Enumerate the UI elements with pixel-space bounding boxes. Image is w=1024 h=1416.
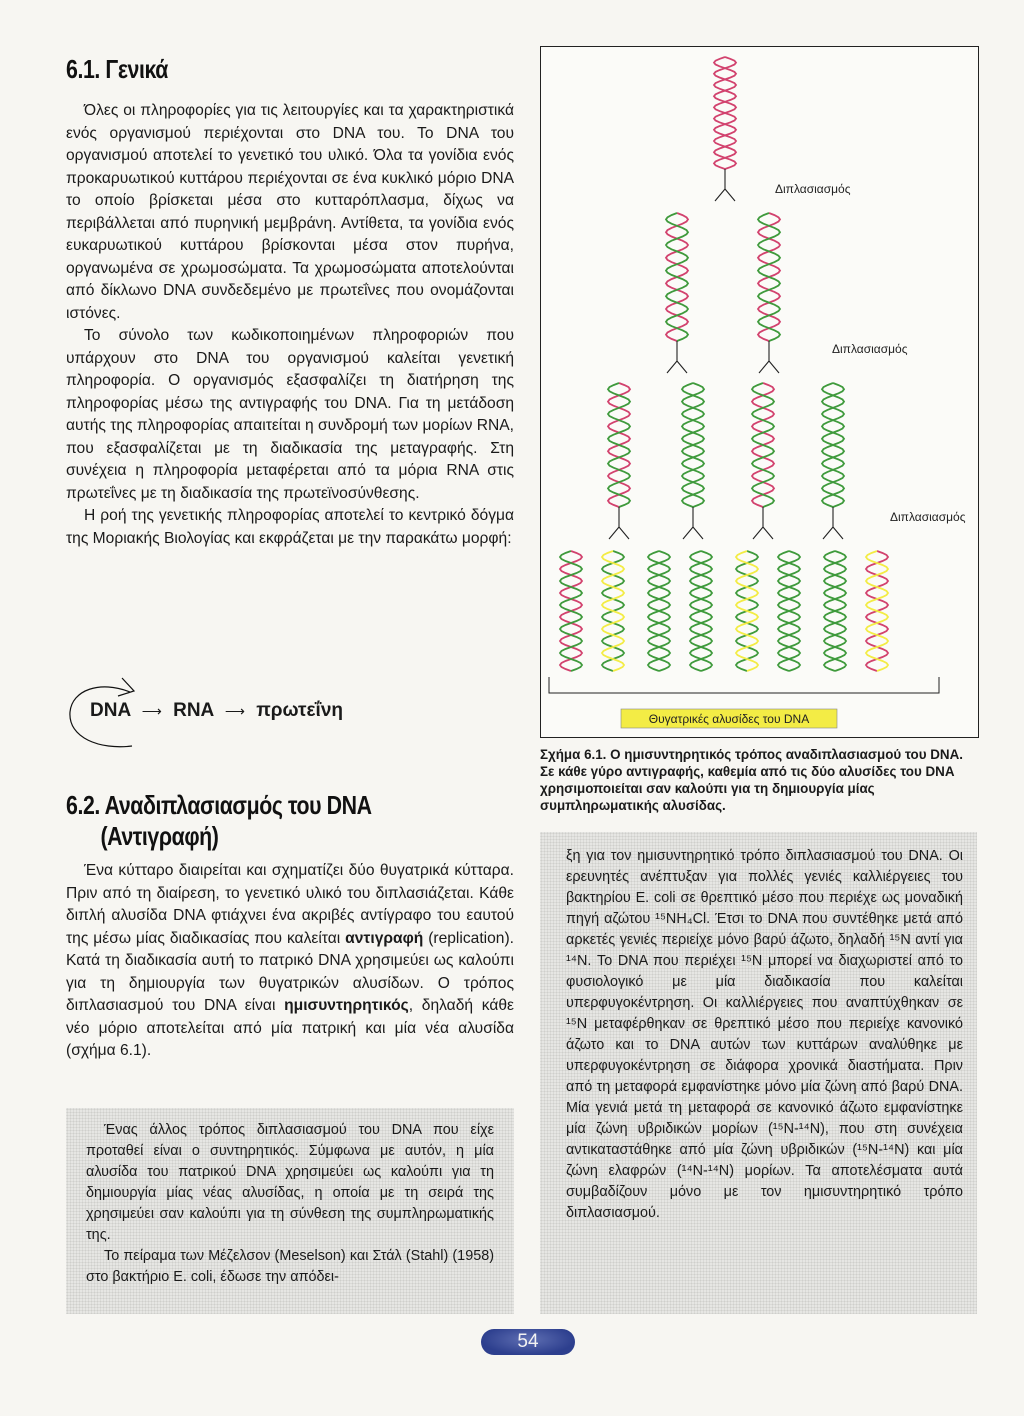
paragraph: Ένας άλλος τρόπος διπλασιασμού του DNA που είχε προταθεί είναι ο συντηρητικός. Σύμφωνα με αυτόν, η μία αλυσίδα του πατρικού DNA χρησιμεύει ως καλούπι για τη δημιουργία μίας νέας αλυσίδας, η οποία με τη σειρά της χρησιμεύει σαν καλούπι για τη σύνθεση της συμπληρωματικής της. bbox=[86, 1122, 494, 1243]
section-title-6-2-line2: (Αντιγραφή) bbox=[100, 821, 219, 851]
paragraph: Όλες οι πληροφορίες για τις λειτουργίες και τα χαρακτηριστικά ενός οργανισμού περιέχονται στο DNA του. Το DNA του οργανισμού αποτελεί το γενετικό του υλικό. Όλα τα γονίδια ενός προκαρυωτικού κυττάρου περιέχονται σε ένα κυκλικό μόριο DNA το οποίο βρίσκεται μέσα στο κυτταρόπλασμα, δίχως να περιβάλλεται από πυρηνική μεμβράνη. Αντίθετα, τα γονίδια ενός ευκαρυωτικού κυττάρου βρίσκονται μέσα στον πυρήνα, οργανωμένα σε χρωμοσώματα. Τα χρωμοσώματα αποτελούνται από δίκλωνο DNA συνδεδεμένο με πρωτεΐνες που ονομάζονται ιστόνες. bbox=[66, 102, 514, 322]
daughter-helix bbox=[560, 551, 582, 671]
page-number: 54 bbox=[481, 1329, 575, 1355]
keyword-semiconservative: ημισυντηρητικός bbox=[284, 997, 409, 1014]
section-6-2-body bbox=[66, 860, 514, 1063]
paragraph: ξη για τον ημισυντηρητικό τρόπο διπλασιασμού του DNA. Οι ερευνητές ανέπτυξαν για πολλές γενιές καλλιέργειες του βακτηρίου E. coli σε θρεπτικό μέσο που περιέχε ως μοναδική πηγή αζώτου ¹⁵NH₄Cl. Έτσι το DNA που συντέθηκε μετά από αρκετές γενιές περιείχε μόνο βαρύ άζωτο, δηλαδή ¹⁵N αντί για ¹⁴N. Το DNA που περιέχει ¹⁵N μπορεί να διαχωριστεί από το φυσιολογικό με μία διαδικασία που καλείται υπερφυγοκέντρηση. Οι καλλιέργειες που αναπτύχθηκαν σε ¹⁵N μεταφέρθηκαν σε θρεπτικό μέσο που περιείχε κανονικό άζωτο και το DNA αυτών των κυττάρων αναλύθηκε με υπερφυγοκέντρηση σε διάφορα χρονικά διαστήματα. Πριν από τη μεταφορά εμφανίστηκε μόνο μία ζώνη από βαρύ DNA. Μία γενιά μετά τη μεταφορά σε κανονικό άζωτο εμφανίστηκε μία ζώνη υβριδικών μορίων (¹⁵N-¹⁴N), που στη συνέχεια αντικαταστάθηκε από μία ζώνη υβριδικών (¹⁵N-¹⁴N) και μία ζώνη ελαφρών (¹⁴N-¹⁴N) μορίων. Τα αποτελέσματα αυτά συμβαδίζουν μόνο με τον ημισυντηρητικό τρόπο διπλασιασμού. bbox=[566, 848, 963, 1221]
gen2-helix bbox=[682, 383, 704, 507]
daughter-helix bbox=[866, 551, 888, 671]
figure-caption: Σχήμα 6.1. Ο ημισυντηρητικός τρόπος αναδιπλασιασμού του DNA. Σε κάθε γύρο αντιγραφής, καθεμία από τις δύο αλυσίδες του DNA χρησιμοποιείται σαν καλούπι για τη δημιουργία μίας συμπληρωματικής αλυσίδας. bbox=[540, 747, 963, 813]
gen2-helix bbox=[608, 383, 630, 507]
daughter-helix bbox=[736, 551, 758, 671]
gen1-helix bbox=[758, 213, 780, 341]
dna-replication-diagram bbox=[541, 47, 978, 737]
parent-helix bbox=[714, 57, 736, 169]
text-run: , δηλαδή κάθε νέο μόριο αποτελείται από μία πατρική και μία νέα αλυσίδα (σχήμα 6.1). bbox=[66, 997, 514, 1059]
replication-fork-3 bbox=[683, 507, 703, 539]
dogma-arrow: ⟶ bbox=[224, 703, 245, 719]
replication-fork-2 bbox=[667, 341, 687, 373]
sidebar-box-left-text bbox=[86, 1120, 494, 1288]
text-run: Ένα κύτταρο διαιρείται και σχηματίζει δύο θυγατρικά κύτταρα. Πριν από τη διαίρεση, το γενετικό υλικό του διπλασιάζεται. Κάθε διπλή αλυσίδα DNA φτιάχνει ένα ακριβές αντίγραφο του εαυτού της μέσω μίας διαδικασίας που καλείται bbox=[66, 862, 514, 947]
keyword-replication: αντιγραφή bbox=[345, 929, 424, 947]
text-run: (replication). Κατά τη διαδικασία αυτή το πατρικό DNA χρησιμεύει ως καλούπι για τη δημιουργία των θυγατρικών αλυσίδων. Ο τρόπος διπλασιασμού του DNA είναι bbox=[66, 929, 514, 1014]
dogma-arrow: ⟶ bbox=[141, 703, 162, 719]
daughter-bracket bbox=[549, 677, 939, 693]
replication-fork-3 bbox=[823, 507, 843, 539]
label-daughter-strands: Θυγατρικές αλυσίδες του DNA bbox=[648, 712, 810, 726]
daughter-helix bbox=[648, 551, 670, 671]
paragraph: Το πείραμα των Μέζελσον (Meselson) και Στάλ (Stahl) (1958) στο βακτήριο E. coli, έδωσε την απόδει- bbox=[86, 1248, 494, 1285]
section-title-6-2 bbox=[66, 790, 372, 852]
section-6-1-body bbox=[66, 100, 514, 550]
daughter-helix bbox=[602, 551, 624, 671]
replication-fork-3 bbox=[609, 507, 629, 539]
daughter-helix bbox=[824, 551, 846, 671]
gen2-helix bbox=[752, 383, 774, 507]
paragraph bbox=[66, 860, 514, 1063]
paragraph: Η ροή της γενετικής πληροφορίας αποτελεί το κεντρικό δόγμα της Μοριακής Βιολογίας και εκφράζεται με την παρακάτω μορφή: bbox=[66, 507, 514, 547]
gen1-helix bbox=[666, 213, 688, 341]
label-replication-2: Διπλασιασμός bbox=[832, 342, 908, 356]
section-title-6-1: 6.1. Γενικά bbox=[66, 54, 168, 84]
daughter-helix bbox=[690, 551, 712, 671]
label-replication-1: Διπλασιασμός bbox=[775, 182, 851, 196]
replication-fork-2 bbox=[759, 341, 779, 373]
replication-fork-3 bbox=[753, 507, 773, 539]
dogma-protein: πρωτεΐνη bbox=[256, 700, 343, 721]
gen2-helix bbox=[822, 383, 844, 507]
daughter-helix bbox=[778, 551, 800, 671]
figure-6-1 bbox=[540, 46, 979, 738]
dogma-rna: RNA bbox=[173, 700, 214, 721]
sidebar-box-right-text bbox=[566, 846, 963, 1224]
section-title-6-2-line1: 6.2. Αναδιπλασιασμός του DNA bbox=[66, 790, 372, 820]
paragraph: Το σύνολο των κωδικοποιημένων πληροφοριών που υπάρχουν στο DNA του οργανισμού καλείται γενετική πληροφορία. Ο οργανισμός εξασφαλίζει τη διατήρηση της πληροφορίας μέσω της αντιγραφής του DNA. Για τη μετάδοση αυτής της πληροφορίας απαιτείται η συνδρομή των μορίων RNA, που εξασφαλίζεται με τη διαδικασία της μεταγραφής. Στη συνέχεια η πληροφορία μεταφέρεται από τα μόρια RNA στις πρωτεΐνες με τη διαδικασία της πρωτεϊνοσύνθεσης. bbox=[66, 327, 514, 502]
central-dogma bbox=[90, 700, 343, 722]
dogma-dna: DNA bbox=[90, 700, 131, 721]
replication-fork-1 bbox=[715, 169, 735, 201]
label-replication-3: Διπλασιασμός bbox=[890, 510, 966, 524]
